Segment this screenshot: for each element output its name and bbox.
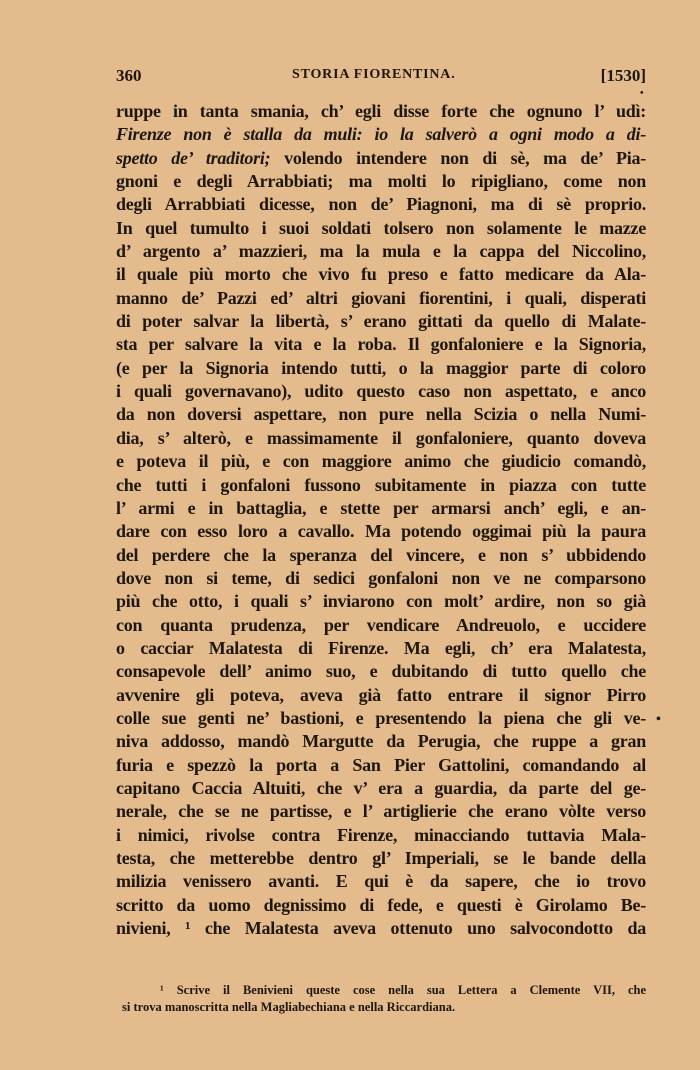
page-number: 360 bbox=[116, 66, 142, 85]
text-line: nerale, che se ne partisse, e l’ artiglierie che erano vòlte verso bbox=[116, 801, 646, 822]
running-title: STORIA FIORENTINA. bbox=[292, 67, 456, 82]
text-line: del perdere che la speranza del vincere, e non s’ ubbidendo bbox=[116, 544, 646, 565]
italic-phrase: spetto de’ traditori; bbox=[116, 147, 271, 168]
text-line: furia e spezzò la porta a San Pier Gattolini, comandando al bbox=[116, 754, 646, 775]
ink-dot: • bbox=[656, 712, 661, 727]
text-line: sta per salvare la vita e la roba. Il gonfaloniere e la Signoria, bbox=[116, 334, 646, 355]
footnote bbox=[116, 982, 646, 1016]
text-line: avvenire gli poteva, aveva già fatto entrare il signor Pirro bbox=[116, 684, 646, 705]
text-segment: volendo intendere non di sè, ma de’ Pia- bbox=[270, 147, 646, 168]
text-line-italic: Firenze non è stalla da muli: io la salverò a ogni modo a di- bbox=[116, 124, 646, 145]
text-line: In quel tumulto i suoi soldati tolsero non solamente le mazze bbox=[116, 217, 646, 238]
page-header bbox=[116, 66, 646, 90]
text-line: ruppe in tanta smania, ch’ egli disse forte che ognuno l’ udì: bbox=[116, 101, 646, 121]
text-line: scritto da uomo degnissimo di fede, e questi è Girolamo Be- bbox=[116, 894, 646, 915]
text-line: colle sue genti ne’ bastioni, e presentendo la piena che gli ve- bbox=[116, 707, 646, 728]
text-line: più che otto, i quali s’ inviarono con molt’ ardire, non so già bbox=[116, 591, 646, 612]
text-line: con quanta prudenza, per vendicare Andreuolo, e uccidere bbox=[116, 614, 646, 635]
text-line: da non doversi aspettare, non pure nella Scizia o nella Numi- bbox=[116, 404, 646, 425]
footnote-line: si trova manoscritta nella Magliabechiana e nella Riccardiana. bbox=[122, 1000, 456, 1014]
text-line: e poteva il più, e con maggiore animo che giudicio comandò, bbox=[116, 451, 646, 472]
footnote-line: ¹ Scrive il Benivieni queste cose nella sua Lettera a Clemente VII, che bbox=[160, 983, 646, 997]
text-line: di poter salvar la libertà, s’ erano gittati da quello di Malate- bbox=[116, 311, 646, 332]
text-line: (e per la Signoria intendo tutti, o la maggior parte di coloro bbox=[116, 357, 646, 378]
text-line: il quale più morto che vivo fu preso e fatto medicare da Ala- bbox=[116, 264, 646, 285]
text-line: d’ argento a’ mazzieri, ma la mula e la cappa del Niccolino, bbox=[116, 241, 646, 262]
text-line: dia, s’ alterò, e massimamente il gonfaloniere, quanto doveva bbox=[116, 427, 646, 448]
text-line: l’ armi e in battaglia, e stette per armarsi anch’ egli, e an- bbox=[116, 497, 646, 518]
text-line: dove non si teme, di sedici gonfaloni non ve ne comparsono bbox=[116, 567, 646, 588]
text-line: consapevole dell’ animo suo, e dubitando di tutto quello che bbox=[116, 661, 646, 682]
text-line: manno de’ Pazzi ed’ altri giovani fiorentini, i quali, disperati bbox=[116, 287, 646, 308]
text-line: i nimici, rivolse contra Firenze, minacciando tuttavia Mala- bbox=[116, 824, 646, 845]
text-line: testa, che metterebbe dentro gl’ Imperiali, se le bande della bbox=[116, 848, 646, 868]
text-line: nivieni, ¹ che Malatesta aveva ottenuto uno salvocondotto da bbox=[116, 918, 646, 939]
ink-dot: • bbox=[640, 88, 644, 99]
main-text bbox=[116, 100, 646, 940]
text-line: milizia venissero avanti. E qui è da sapere, che io trovo bbox=[116, 871, 646, 892]
year-marker: [1530] bbox=[600, 66, 646, 85]
text-line: dare con esso loro a cavallo. Ma potendo oggimai più la paura bbox=[116, 521, 646, 542]
text-line: o cacciar Malatesta di Firenze. Ma egli, ch’ era Malatesta, bbox=[116, 637, 646, 658]
text-line: che tutti i gonfaloni fussono subitamente in piazza con tutte bbox=[116, 474, 646, 495]
text-line: gnoni e degli Arrabbiati; ma molti lo ripigliano, come non bbox=[116, 171, 646, 192]
text-line: capitano Caccia Altuiti, che v’ era a guardia, da parte del ge- bbox=[116, 777, 646, 798]
text-line: niva addosso, mandò Margutte da Perugia, che ruppe a gran bbox=[116, 731, 646, 752]
text-line: i quali governavano), udito questo caso non aspettato, e anco bbox=[116, 381, 646, 402]
text-line: degli Arrabbiati dicesse, non de’ Piagnoni, ma di sè proprio. bbox=[116, 194, 646, 215]
text-line bbox=[116, 147, 646, 170]
